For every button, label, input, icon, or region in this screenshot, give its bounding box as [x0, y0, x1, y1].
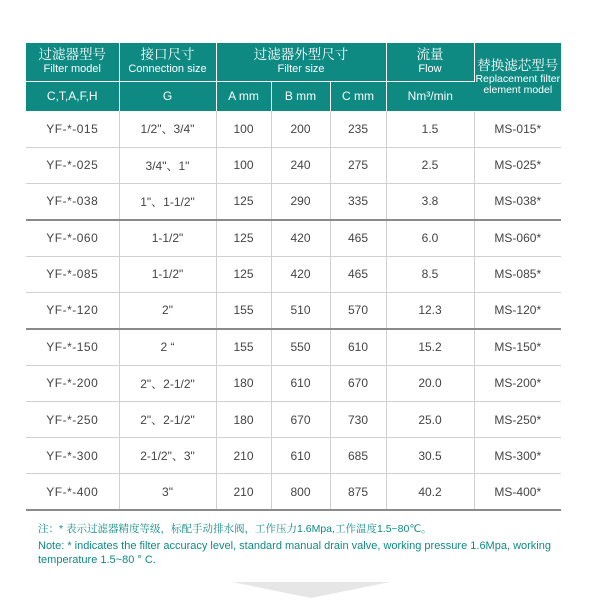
- cell-a: 125: [216, 220, 271, 256]
- cell-a: 180: [216, 401, 271, 437]
- header-filter-model: [26, 43, 119, 81]
- cell-connection: 2": [119, 292, 216, 328]
- header-model-cn: 过滤器型号: [38, 47, 106, 63]
- table-row: [26, 184, 561, 220]
- table-row: [26, 438, 561, 474]
- header-model-en: Filter model: [43, 63, 101, 76]
- subheader-connection: G: [119, 81, 216, 111]
- cell-model: YF-*-200: [26, 365, 119, 401]
- cell-element: MS-025*: [474, 147, 561, 183]
- cell-flow: 8.5: [386, 256, 474, 292]
- cell-a: 155: [216, 292, 271, 328]
- cell-b: 240: [271, 147, 330, 183]
- cell-b: 610: [271, 438, 330, 474]
- filter-spec-table: [26, 43, 561, 511]
- cell-model: YF-*-150: [26, 329, 119, 365]
- cell-connection: 2"、2-1/2": [119, 365, 216, 401]
- subheader-b-mm: B mm: [271, 81, 330, 111]
- cell-element: MS-250*: [474, 401, 561, 437]
- cell-element: MS-060*: [474, 220, 561, 256]
- cell-connection: 2-1/2"、3": [119, 438, 216, 474]
- cell-c: 465: [330, 256, 386, 292]
- cell-b: 550: [271, 329, 330, 365]
- down-arrow-shape: [232, 582, 390, 598]
- cell-connection: 1/2"、3/4": [119, 111, 216, 147]
- cell-flow: 12.3: [386, 292, 474, 328]
- cell-c: 730: [330, 401, 386, 437]
- header-connection-cn: 接口尺寸: [140, 47, 195, 63]
- cell-flow: 25.0: [386, 401, 474, 437]
- subheader-c-mm: C mm: [330, 81, 386, 111]
- cell-a: 210: [216, 438, 271, 474]
- cell-flow: 15.2: [386, 329, 474, 365]
- cell-element: MS-300*: [474, 438, 561, 474]
- cell-c: 610: [330, 329, 386, 365]
- cell-b: 290: [271, 184, 330, 220]
- cell-c: 670: [330, 365, 386, 401]
- note-chinese: 注：* 表示过滤器精度等级，标配手动排水阀，工作压力1.6Mpa,工作温度1.5~80℃。: [38, 523, 432, 535]
- cell-b: 610: [271, 365, 330, 401]
- cell-model: YF-*-038: [26, 184, 119, 220]
- cell-model: YF-*-025: [26, 147, 119, 183]
- header-flow-en: Flow: [418, 63, 442, 76]
- cell-b: 200: [271, 111, 330, 147]
- cell-element: MS-038*: [474, 184, 561, 220]
- table-row: [26, 474, 561, 510]
- cell-model: YF-*-060: [26, 220, 119, 256]
- table-row: [26, 111, 561, 147]
- cell-connection: 1"、1-1/2": [119, 184, 216, 220]
- cell-element: MS-120*: [474, 292, 561, 328]
- cell-flow: 40.2: [386, 474, 474, 510]
- cell-c: 685: [330, 438, 386, 474]
- table-row: [26, 329, 561, 365]
- cell-connection: 2 “: [119, 329, 216, 365]
- cell-a: 180: [216, 365, 271, 401]
- cell-connection: 3/4"、1": [119, 147, 216, 183]
- cell-element: MS-200*: [474, 365, 561, 401]
- cell-b: 420: [271, 220, 330, 256]
- cell-flow: 20.0: [386, 365, 474, 401]
- header-connection-size: [119, 43, 216, 81]
- subheader-model-types: C,T,A,F,H: [26, 81, 119, 111]
- cell-flow: 30.5: [386, 438, 474, 474]
- cell-a: 155: [216, 329, 271, 365]
- cell-a: 100: [216, 111, 271, 147]
- cell-c: 570: [330, 292, 386, 328]
- header-replacement-element: [474, 43, 561, 111]
- table-row: [26, 220, 561, 256]
- header-size-en: Filter size: [277, 63, 325, 76]
- cell-flow: 3.8: [386, 184, 474, 220]
- table-row: [26, 401, 561, 437]
- table-header: [26, 43, 561, 111]
- header-flow-cn: 流量: [416, 47, 444, 63]
- cell-element: MS-015*: [474, 111, 561, 147]
- cell-model: YF-*-085: [26, 256, 119, 292]
- cell-flow: 6.0: [386, 220, 474, 256]
- header-replacement-cn: 替换滤芯型号: [477, 57, 559, 73]
- cell-c: 465: [330, 220, 386, 256]
- cell-a: 125: [216, 256, 271, 292]
- notes-section: [38, 522, 568, 567]
- cell-connection: 1-1/2": [119, 220, 216, 256]
- cell-element: MS-400*: [474, 474, 561, 510]
- table-row: [26, 256, 561, 292]
- cell-b: 800: [271, 474, 330, 510]
- cell-a: 125: [216, 184, 271, 220]
- cell-model: YF-*-120: [26, 292, 119, 328]
- cell-connection: 3": [119, 474, 216, 510]
- cell-connection: 2"、2-1/2": [119, 401, 216, 437]
- cell-a: 210: [216, 474, 271, 510]
- down-arrow-icon: [232, 582, 390, 598]
- cell-element: MS-150*: [474, 329, 561, 365]
- table-body: [26, 111, 561, 510]
- header-filter-size: [216, 43, 386, 81]
- cell-element: MS-085*: [474, 256, 561, 292]
- cell-b: 510: [271, 292, 330, 328]
- cell-flow: 1.5: [386, 111, 474, 147]
- table-row: [26, 292, 561, 328]
- cell-model: YF-*-400: [26, 474, 119, 510]
- cell-a: 100: [216, 147, 271, 183]
- cell-model: YF-*-015: [26, 111, 119, 147]
- cell-b: 420: [271, 256, 330, 292]
- header-replacement-en: Replacement filter element model: [475, 72, 561, 96]
- cell-connection: 1-1/2": [119, 256, 216, 292]
- table-row: [26, 147, 561, 183]
- header-size-cn: 过滤器外型尺寸: [253, 47, 349, 63]
- subheader-a-mm: A mm: [216, 81, 271, 111]
- note-english: Note: * indicates the filter accuracy level, standard manual drain valve, working pressure 1.6Mpa, working temperature 1.5~80 ° C.: [38, 540, 551, 566]
- header-flow: [386, 43, 474, 81]
- header-connection-en: Connection size: [128, 63, 207, 76]
- table-row: [26, 365, 561, 401]
- cell-b: 670: [271, 401, 330, 437]
- cell-model: YF-*-250: [26, 401, 119, 437]
- cell-flow: 2.5: [386, 147, 474, 183]
- cell-c: 235: [330, 111, 386, 147]
- cell-c: 335: [330, 184, 386, 220]
- subheader-flow-unit: Nm³/min: [386, 81, 474, 111]
- cell-model: YF-*-300: [26, 438, 119, 474]
- cell-c: 875: [330, 474, 386, 510]
- cell-c: 275: [330, 147, 386, 183]
